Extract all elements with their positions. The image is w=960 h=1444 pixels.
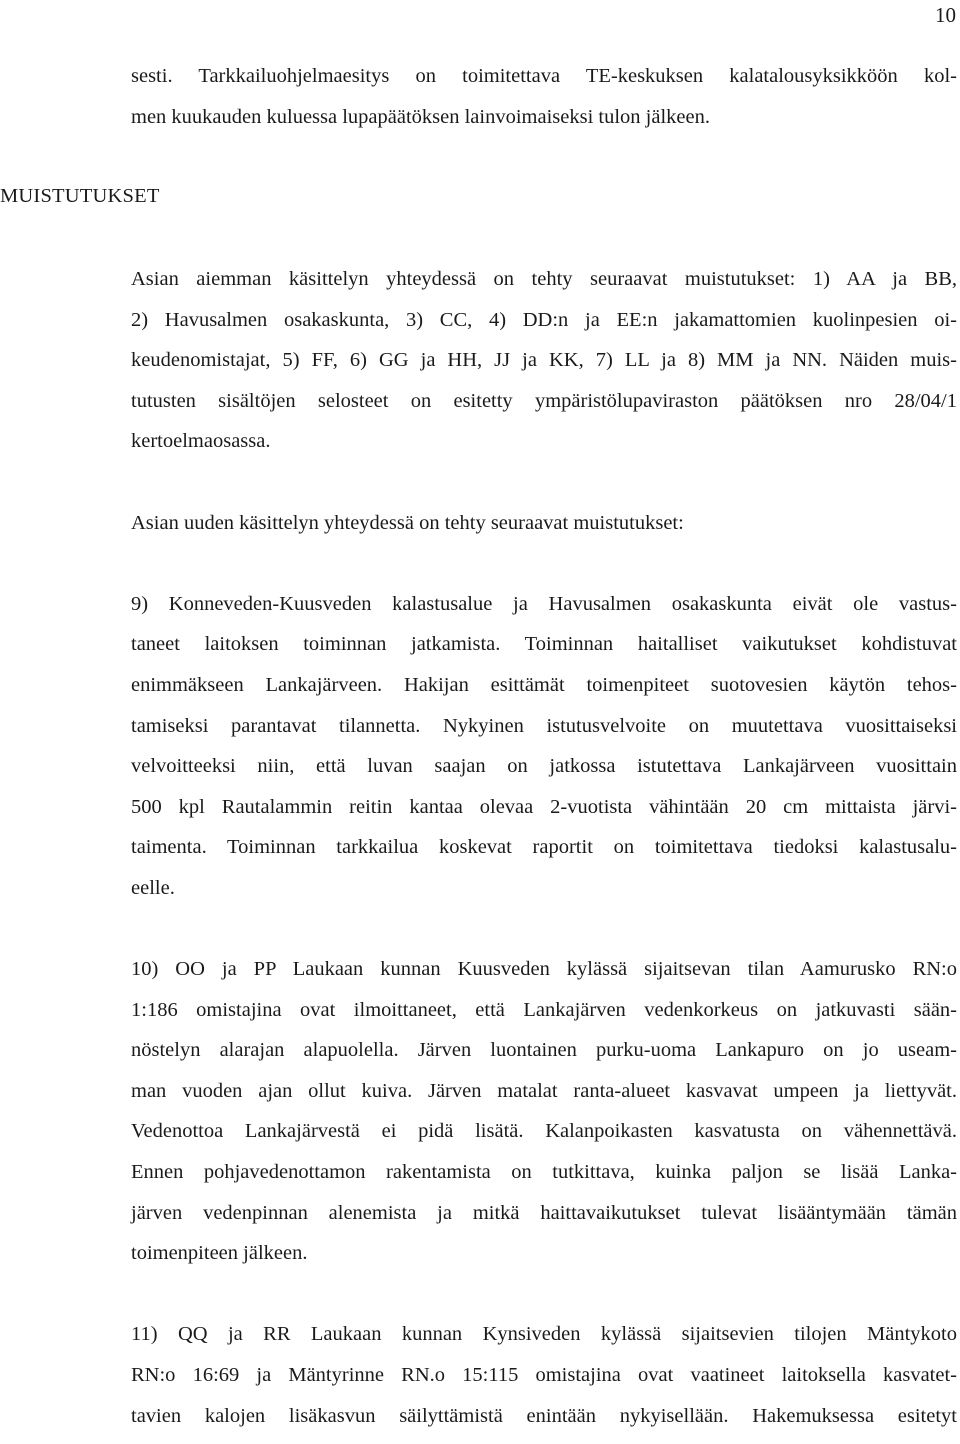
heading-spacer: [131, 178, 957, 219]
text-line: sesti. Tarkkailuohjelmaesitys on toimitettava TE-keskuksen kalatalousyksikköön kol-: [131, 65, 957, 87]
paragraph-objection-9: [131, 584, 957, 909]
text-line: Asian uuden käsittelyn yhteydessä on tehty seuraavat muistutukset:: [131, 511, 684, 534]
text-line: Asian aiemman käsittelyn yhteydessä on tehty seuraavat muistutukset: 1) AA ja BB,: [131, 267, 957, 290]
text-line: 1:186 omistajina ovat ilmoittaneet, että Lankajärven vedenkorkeus on jatkuvasti sään-: [131, 998, 957, 1021]
text-line: enimmäkseen Lankajärveen. Hakijan esittämät toimenpiteet suotovesien käytön tehos-: [131, 673, 957, 696]
text-line: taimenta. Toiminnan tarkkailua koskevat raportit on toimitettava tiedoksi kalastusalu-: [131, 836, 957, 859]
text-line: 9) Konneveden-Kuusveden kalastusalue ja Havusalmen osakaskunta eivät ole vastus-: [131, 592, 957, 615]
text-line: eelle.: [131, 876, 175, 899]
paragraph-objection-10: [131, 949, 957, 1274]
paragraph-previous-objections: [131, 259, 957, 462]
document-body: [131, 56, 957, 1436]
text-line: Ennen pohjavedenottamon rakentamista on tutkittava, kuinka paljon se lisää Lanka-: [131, 1161, 957, 1184]
paragraph-new-objections-intro: [131, 503, 957, 544]
paragraph-objection-11: [131, 1314, 957, 1436]
text-line: taneet laitoksen toiminnan jatkamista. Toiminnan haitalliset vaikutukset kohdistuvat: [131, 633, 957, 656]
intro-paragraph: [131, 56, 957, 137]
text-line: kertoelmaosassa.: [131, 430, 271, 453]
text-line: tutusten sisältöjen selosteet on esitetty ympäristölupaviraston päätöksen nro 28/04/1: [131, 389, 957, 412]
text-line: nöstelyn alarajan alapuolella. Järven luontainen purku-uoma Lankapuro on jo useam-: [131, 1039, 957, 1062]
text-line: 500 kpl Rautalammin reitin kantaa olevaa 2-vuotista vähintään 20 cm mittaista järvi-: [131, 795, 957, 818]
text-line: tamiseksi parantavat tilannetta. Nykyinen istutusvelvoite on muutettava vuosittaiseksi: [131, 714, 957, 737]
text-line: toimenpiteen jälkeen.: [131, 1242, 308, 1265]
page-number: 10: [935, 3, 956, 27]
text-line: keudenomistajat, 5) FF, 6) GG ja HH, JJ ja KK, 7) LL ja 8) MM ja NN. Näiden muis-: [131, 349, 957, 372]
text-line: 10) OO ja PP Laukaan kunnan Kuusveden kylässä sijaitsevan tilan Aamurusko RN:o: [131, 958, 957, 981]
text-line: RN:o 16:69 ja Mäntyrinne RN.o 15:115 omistajina ovat vaatineet laitoksella kasvatet-: [131, 1364, 957, 1386]
text-line: tavien kalojen lisäkasvun säilyttämistä enintään nykyisellään. Hakemuksessa esitetyt: [131, 1404, 957, 1427]
text-line: men kuukauden kuluessa lupapäätöksen lainvoimaiseksi tulon jälkeen.: [131, 105, 710, 128]
section-heading: MUISTUTUKSET: [0, 185, 160, 207]
text-line: 11) QQ ja RR Laukaan kunnan Kynsiveden kylässä sijaitsevien tilojen Mäntykoto: [131, 1323, 957, 1346]
text-line: Vedenottoa Lankajärvestä ei pidä lisätä. Kalanpoikasten kasvatusta on vähennettävä.: [131, 1120, 957, 1143]
text-line: järven vedenpinnan alenemista ja mitkä haittavaikutukset tulevat lisääntymään tämän: [131, 1201, 957, 1224]
text-line: man vuoden ajan ollut kuiva. Järven matalat ranta-alueet kasvavat umpeen ja liettyvät.: [131, 1079, 957, 1102]
text-line: 2) Havusalmen osakaskunta, 3) CC, 4) DD:n ja EE:n jakamattomien kuolinpesien oi-: [131, 308, 957, 331]
text-line: velvoitteeksi niin, että luvan saajan on jatkossa istutettava Lankajärveen vuosittain: [131, 755, 957, 778]
